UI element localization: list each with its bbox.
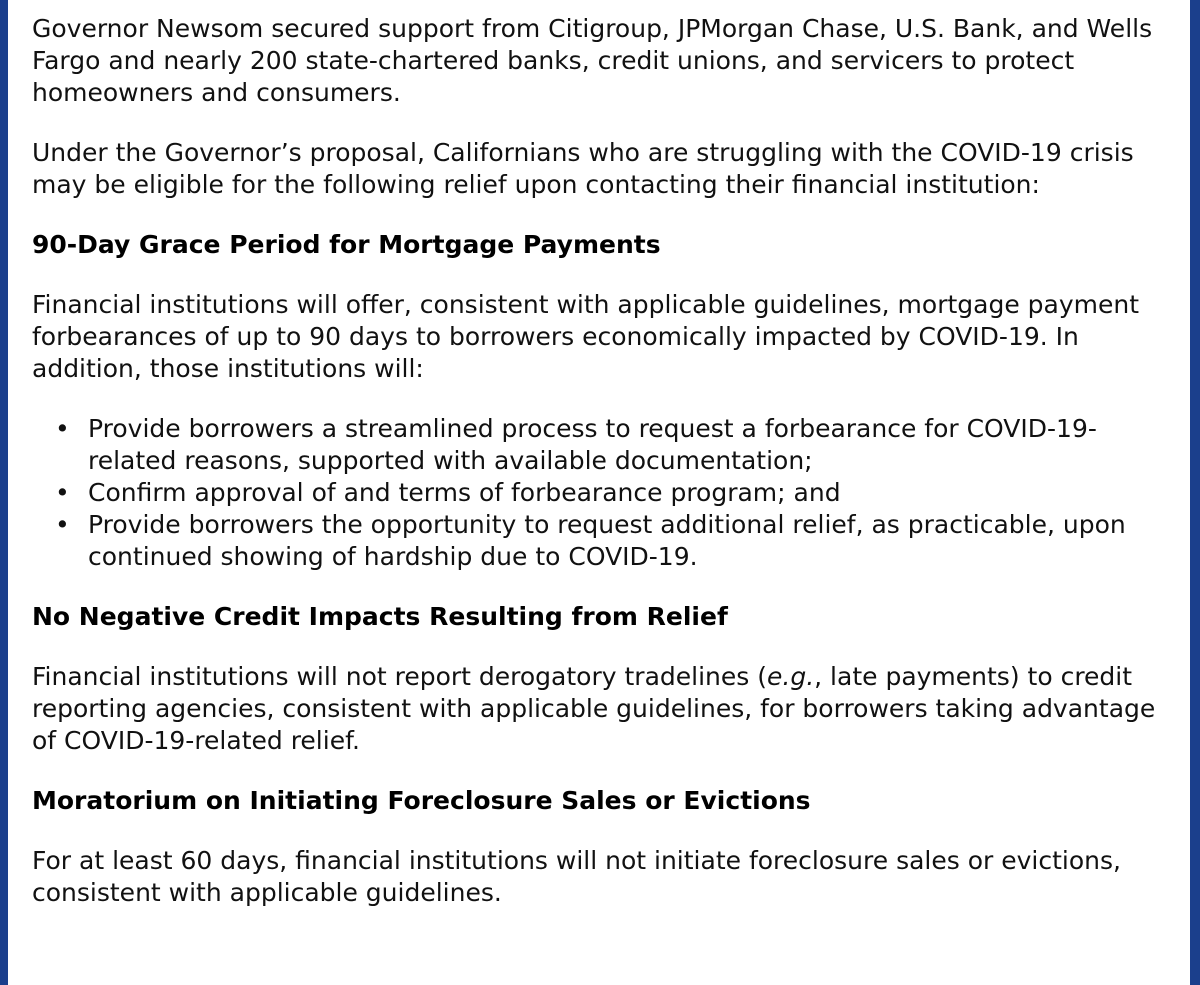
document-panel (8, 0, 1190, 985)
grace-period-list (32, 413, 1182, 573)
list-item (55, 413, 1182, 477)
bullet-icon: • (55, 478, 70, 507)
body-text: Financial institutions will not report derogatory tradelines ( (32, 662, 767, 691)
section-body-credit-impacts (32, 661, 1182, 757)
list-item-text: Confirm approval of and terms of forbearance program; and (88, 478, 841, 507)
section-heading-moratorium: Moratorium on Initiating Foreclosure Sales or Evictions (32, 786, 811, 815)
section-heading-grace-period: 90-Day Grace Period for Mortgage Payments (32, 230, 661, 259)
section-heading-credit-impacts: No Negative Credit Impacts Resulting from Relief (32, 602, 728, 631)
section-body-grace-period: Financial institutions will offer, consistent with applicable guidelines, mortgage payment forbearances of up to 90 days to borrowers economically impacted by COVID-19. In addition, those institutions will: (32, 290, 1140, 383)
intro-paragraph-proposal: Under the Governor’s proposal, Californians who are struggling with the COVID-19 crisis may be eligible for the following relief upon contacting their financial institution: (32, 138, 1134, 199)
list-item-text: Provide borrowers the opportunity to request additional relief, as practicable, upon continued showing of hardship due to COVID-19. (88, 510, 1126, 571)
list-item (55, 477, 1182, 509)
document-content (32, 13, 1182, 937)
section-body-moratorium: For at least 60 days, financial institutions will not initiate foreclosure sales or evictions, consistent with applicable guidelines. (32, 846, 1121, 907)
body-text: , late payments) to credit reporting agencies, consistent with applicable guidelines, for borrowers taking advantage of COVID-19-related relief. (32, 662, 1156, 755)
emphasis-text: e.g. (767, 662, 815, 691)
list-item (55, 509, 1182, 573)
list-item-text: Provide borrowers a streamlined process to request a forbearance for COVID-19-related reasons, supported with available documentation; (88, 414, 1097, 475)
bullet-icon: • (55, 414, 70, 443)
bullet-icon: • (55, 510, 70, 539)
intro-paragraph: Governor Newsom secured support from Citigroup, JPMorgan Chase, U.S. Bank, and Wells Fargo and nearly 200 state-chartered banks, credit unions, and servicers to protect homeowners and consumers. (32, 14, 1153, 107)
